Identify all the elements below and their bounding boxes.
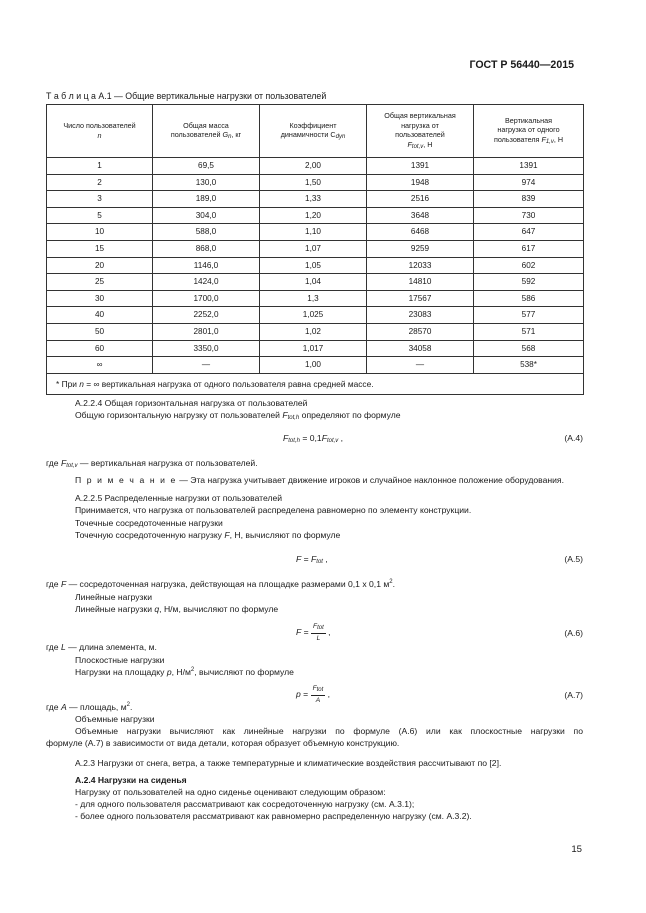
volume-loads-title: Объемные нагрузки	[75, 714, 155, 724]
table-row	[47, 274, 584, 291]
table-cell: 25	[47, 274, 153, 291]
table-cell: 14810	[367, 274, 474, 291]
table-cell: 15	[47, 240, 153, 257]
formula-a6-number: (А.6)	[564, 628, 583, 638]
table-cell: 2801,0	[153, 323, 260, 340]
table-cell: 60	[47, 340, 153, 357]
table-cell: 1,50	[260, 174, 367, 191]
section-a24-body: Нагрузку от пользователей на одно сиденье оценивают следующим образом:	[75, 787, 386, 797]
table-row	[47, 357, 584, 374]
table-row	[47, 207, 584, 224]
table-row	[47, 340, 584, 357]
table-cell: 1,10	[260, 224, 367, 241]
formula-a4-where: где $F_{tot,v}$ — вертикальная нагрузка от пользователей.	[46, 458, 258, 469]
table-cell: 34058	[367, 340, 474, 357]
volume-loads-body-line1: Объемные нагрузки вычисляют как линейные нагрузки по формуле (А.6) или как плоскостные нагрузки по	[75, 726, 583, 736]
standard-number: ГОСТ Р 56440—2015	[469, 59, 574, 71]
table-cell: 2	[47, 174, 153, 191]
bullet-multi-user: - более одного пользователя рассматривают как равномерно распределенную нагрузку (см. А.3.2).	[75, 811, 472, 821]
table-row	[47, 323, 584, 340]
table-cell: 577	[474, 307, 584, 324]
table-footnote: * При n = ∞ вертикальная нагрузка от одного пользователя равна средней массе.	[47, 373, 584, 394]
plane-loads-title: Плоскостные нагрузки	[75, 655, 165, 665]
table-cell: 617	[474, 240, 584, 257]
table-row	[47, 158, 584, 175]
volume-loads-body-line2: формуле (А.7) в зависимости от вида детали, которая образует объемную конструкцию.	[46, 738, 400, 748]
formula-a7-number: (А.7)	[564, 690, 583, 700]
page-number: 15	[571, 844, 582, 855]
table-cell: 1,00	[260, 357, 367, 374]
table-cell: 868,0	[153, 240, 260, 257]
section-a23: А.2.3 Нагрузки от снега, ветра, а также температурные и климатические воздействия рассчитывают по [2].	[75, 758, 502, 768]
formula-a6-where: где L — длина элемента, м.	[46, 642, 157, 652]
section-a224-title: А.2.2.4 Общая горизонтальная нагрузка от пользователей	[75, 398, 308, 408]
table-cell: 28570	[367, 323, 474, 340]
table-cell: 839	[474, 191, 584, 208]
table-row	[47, 240, 584, 257]
table-cell: 647	[474, 224, 584, 241]
table-cell: 592	[474, 274, 584, 291]
bullet-single-user: - для одного пользователя рассматривают как сосредоточенную нагрузку (см. А.3.1);	[75, 799, 415, 809]
table-row	[47, 257, 584, 274]
table-cell: 3648	[367, 207, 474, 224]
table-cell: 568	[474, 340, 584, 357]
table-cell: 1146,0	[153, 257, 260, 274]
table-cell: 1,07	[260, 240, 367, 257]
table-cell: 1700,0	[153, 290, 260, 307]
table-cell: 3350,0	[153, 340, 260, 357]
table-cell: 17567	[367, 290, 474, 307]
table-cell: —	[367, 357, 474, 374]
note-text: — Эта нагрузка учитывает движение игроков и случайное наклонное положение оборудования.	[176, 475, 564, 485]
formula-a7: p = $\frac{F_{tot}}{A}$ ,	[296, 685, 331, 704]
table-row	[47, 191, 584, 208]
table-cell: 189,0	[153, 191, 260, 208]
table-cell: 2252,0	[153, 307, 260, 324]
formula-a5-where: где F — сосредоточенная нагрузка, действующая на площадке размерами 0,1 х 0,1 $м^2$.	[46, 579, 396, 589]
table-cell: 69,5	[153, 158, 260, 175]
table-cell: 1,33	[260, 191, 367, 208]
formula-a4: $F_{tot,h} = 0,1F_{tot,v}$ ,	[283, 433, 344, 444]
table-cell: 3	[47, 191, 153, 208]
table-footnote-row	[47, 373, 584, 394]
loads-table	[46, 104, 584, 395]
section-a225-title: А.2.2.5 Распределенные нагрузки от пользователей	[75, 493, 283, 503]
table-cell: 1,017	[260, 340, 367, 357]
table-cell: 730	[474, 207, 584, 224]
table-cell: 6468	[367, 224, 474, 241]
table-cell: 9259	[367, 240, 474, 257]
linear-loads-body: Линейные нагрузки q, Н/м, вычисляют по формуле	[75, 604, 279, 614]
table-row	[47, 224, 584, 241]
table-cell: 23083	[367, 307, 474, 324]
table-cell: 2516	[367, 191, 474, 208]
table-cell: 586	[474, 290, 584, 307]
table-cell: 20	[47, 257, 153, 274]
table-cell: 1,04	[260, 274, 367, 291]
col-header-single-load: Вертикальная нагрузка от одного пользователя $F_{1,v}$, Н	[474, 105, 584, 158]
table-cell: 602	[474, 257, 584, 274]
note	[75, 475, 564, 485]
table-title: Т а б л и ц а А.1 — Общие вертикальные нагрузки от пользователей	[46, 91, 327, 101]
table-cell: 1424,0	[153, 274, 260, 291]
formula-a5-number: (А.5)	[564, 554, 583, 564]
table-cell: 1,02	[260, 323, 367, 340]
table-cell: ∞	[47, 357, 153, 374]
table-cell: 571	[474, 323, 584, 340]
col-header-mass: Общая масса пользователей $G_n$, кг	[153, 105, 260, 158]
table-row	[47, 174, 584, 191]
table-cell: 1391	[367, 158, 474, 175]
formula-a6: F = $\frac{F_{tot}}{L}$ ,	[296, 623, 331, 642]
table-cell: 1,05	[260, 257, 367, 274]
col-header-total-load: Общая вертикальная нагрузка от пользователей $F_{tot,v}$, Н	[367, 105, 474, 158]
section-a225-body: Принимается, что нагрузка от пользователей распределена равномерно по элементу конструкции.	[75, 505, 472, 515]
section-a24-title: А.2.4 Нагрузки на сиденья	[75, 775, 187, 785]
table-cell: 1,20	[260, 207, 367, 224]
table-cell: 50	[47, 323, 153, 340]
section-a224-body: Общую горизонтальную нагрузку от пользователей $F_{tot,h}$ определяют по формуле	[75, 410, 401, 421]
table-cell: 1	[47, 158, 153, 175]
table-cell: 1391	[474, 158, 584, 175]
table-cell: 12033	[367, 257, 474, 274]
table-header-row	[47, 105, 584, 158]
formula-a4-number: (А.4)	[564, 433, 583, 443]
table-cell: —	[153, 357, 260, 374]
point-loads-body: Точечную сосредоточенную нагрузку F, Н, вычисляют по формуле	[75, 530, 341, 540]
point-loads-title: Точечные сосредоточенные нагрузки	[75, 518, 223, 528]
table-cell: 40	[47, 307, 153, 324]
table-cell: 974	[474, 174, 584, 191]
table-cell: 10	[47, 224, 153, 241]
formula-a7-where: где A — площадь, $м^2$.	[46, 702, 133, 712]
table-cell: 130,0	[153, 174, 260, 191]
table-cell: 5	[47, 207, 153, 224]
note-label: П р и м е ч а н и е	[75, 475, 177, 485]
table-cell: 1,025	[260, 307, 367, 324]
plane-loads-body: Нагрузки на площадку p, $Н/м^2$, вычисляют по формуле	[75, 667, 294, 677]
table-cell: 538*	[474, 357, 584, 374]
table-cell: 1948	[367, 174, 474, 191]
table-row	[47, 290, 584, 307]
table-cell: 588,0	[153, 224, 260, 241]
linear-loads-title: Линейные нагрузки	[75, 592, 152, 602]
col-header-users: Число пользователей n	[47, 105, 153, 158]
col-header-dyn-coef: Коэффициент динамичности $C_{dyn}$	[260, 105, 367, 158]
table-cell: 2,00	[260, 158, 367, 175]
table-cell: 304,0	[153, 207, 260, 224]
table-row	[47, 307, 584, 324]
table-cell: 30	[47, 290, 153, 307]
formula-a5: $F = F_{tot}$ ,	[296, 554, 328, 565]
table-cell: 1,3	[260, 290, 367, 307]
